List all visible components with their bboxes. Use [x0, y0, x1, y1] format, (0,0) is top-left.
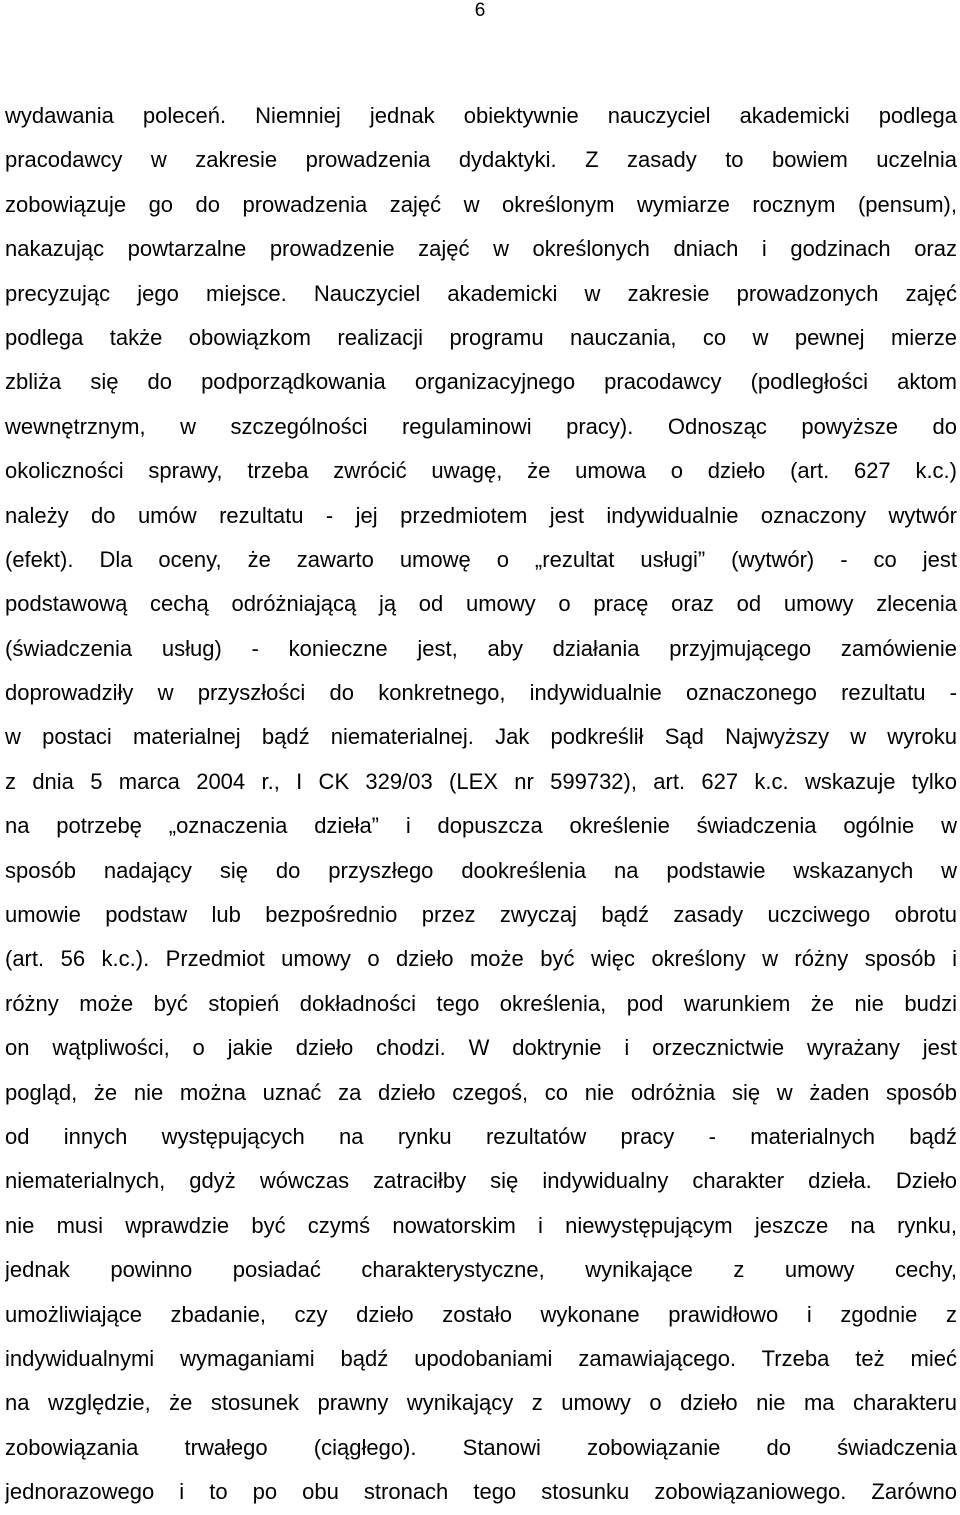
- text-line: niematerialnych, gdyż wówczas zatraciłby się indywidualny charakter dzieła. Dzieło: [5, 1168, 957, 1194]
- text-line: (świadczenia usług) - konieczne jest, aby działania przyjmującego zamówienie: [5, 635, 957, 661]
- text-line: nie musi wprawdzie być czymś nowatorskim i niewystępującym jeszcze na rynku,: [5, 1212, 957, 1238]
- text-line: różny może być stopień dokładności tego określenia, pod warunkiem że nie budzi: [5, 990, 957, 1016]
- page-number: 6: [474, 0, 486, 21]
- text-line: nakazując powtarzalne prowadzenie zajęć w określonych dniach i godzinach oraz: [5, 236, 957, 262]
- text-line: w postaci materialnej bądź niematerialnej. Jak podkreślił Sąd Najwyższy w wyroku: [5, 724, 957, 750]
- text-line: na potrzebę „oznaczenia dzieła” i dopuszcza określenie świadczenia ogólnie w: [5, 813, 957, 839]
- text-line: (art. 56 k.c.). Przedmiot umowy o dzieło może być więc określony w różny sposób i: [5, 946, 957, 972]
- text-line: sposób nadający się do przyszłego dookreślenia na podstawie wskazanych w: [5, 857, 957, 883]
- text-line: na względzie, że stosunek prawny wynikający z umowy o dzieło nie ma charakteru: [5, 1390, 957, 1416]
- text-line: podlega także obowiązkom realizacji programu nauczania, co w pewnej mierze: [5, 324, 957, 350]
- text-line: precyzując jego miejsce. Nauczyciel akademicki w zakresie prowadzonych zajęć: [5, 280, 957, 306]
- text-line: umożliwiające zbadanie, czy dzieło zostało wykonane prawidłowo i zgodnie z: [5, 1301, 957, 1327]
- body-paragraph: [5, 94, 957, 1515]
- text-line: doprowadziły w przyszłości do konkretnego, indywidualnie oznaczonego rezultatu -: [5, 680, 957, 706]
- text-line: z dnia 5 marca 2004 r., I CK 329/03 (LEX nr 599732), art. 627 k.c. wskazuje tylko: [5, 768, 957, 794]
- text-line: podstawową cechą odróżniającą ją od umowy o pracę oraz od umowy zlecenia: [5, 591, 957, 617]
- text-line: okoliczności sprawy, trzeba zwrócić uwagę, że umowa o dzieło (art. 627 k.c.): [5, 458, 957, 484]
- text-line: on wątpliwości, o jakie dzieło chodzi. W doktrynie i orzecznictwie wyrażany jest: [5, 1035, 957, 1061]
- text-line: pogląd, że nie można uznać za dzieło czegoś, co nie odróżnia się w żaden sposób: [5, 1079, 957, 1105]
- text-line: jednorazowego i to po obu stronach tego stosunku zobowiązaniowego. Zarówno: [5, 1479, 957, 1505]
- text-line: zobowiązania trwałego (ciągłego). Stanowi zobowiązanie do świadczenia: [5, 1434, 957, 1460]
- text-line: umowie podstaw lub bezpośrednio przez zwyczaj bądź zasady uczciwego obrotu: [5, 902, 957, 928]
- text-line: indywidualnymi wymaganiami bądź upodobaniami zamawiającego. Trzeba też mieć: [5, 1345, 957, 1371]
- text-line: od innych występujących na rynku rezultatów pracy - materialnych bądź: [5, 1123, 957, 1149]
- text-line: jednak powinno posiadać charakterystyczne, wynikające z umowy cechy,: [5, 1257, 957, 1283]
- text-line: (efekt). Dla oceny, że zawarto umowę o „rezultat usługi” (wytwór) - co jest: [5, 546, 957, 572]
- text-line: wydawania poleceń. Niemniej jednak obiektywnie nauczyciel akademicki podlega: [5, 103, 957, 128]
- text-line: należy do umów rezultatu - jej przedmiotem jest indywidualnie oznaczony wytwór: [5, 502, 957, 528]
- text-line: pracodawcy w zakresie prowadzenia dydaktyki. Z zasady to bowiem uczelnia: [5, 147, 957, 173]
- text-line: zobowiązuje go do prowadzenia zajęć w określonym wymiarze rocznym (pensum),: [5, 191, 957, 217]
- text-line: zbliża się do podporządkowania organizacyjnego pracodawcy (podległości aktom: [5, 369, 957, 395]
- text-line: wewnętrznym, w szczególności regulaminowi pracy). Odnosząc powyższe do: [5, 413, 957, 439]
